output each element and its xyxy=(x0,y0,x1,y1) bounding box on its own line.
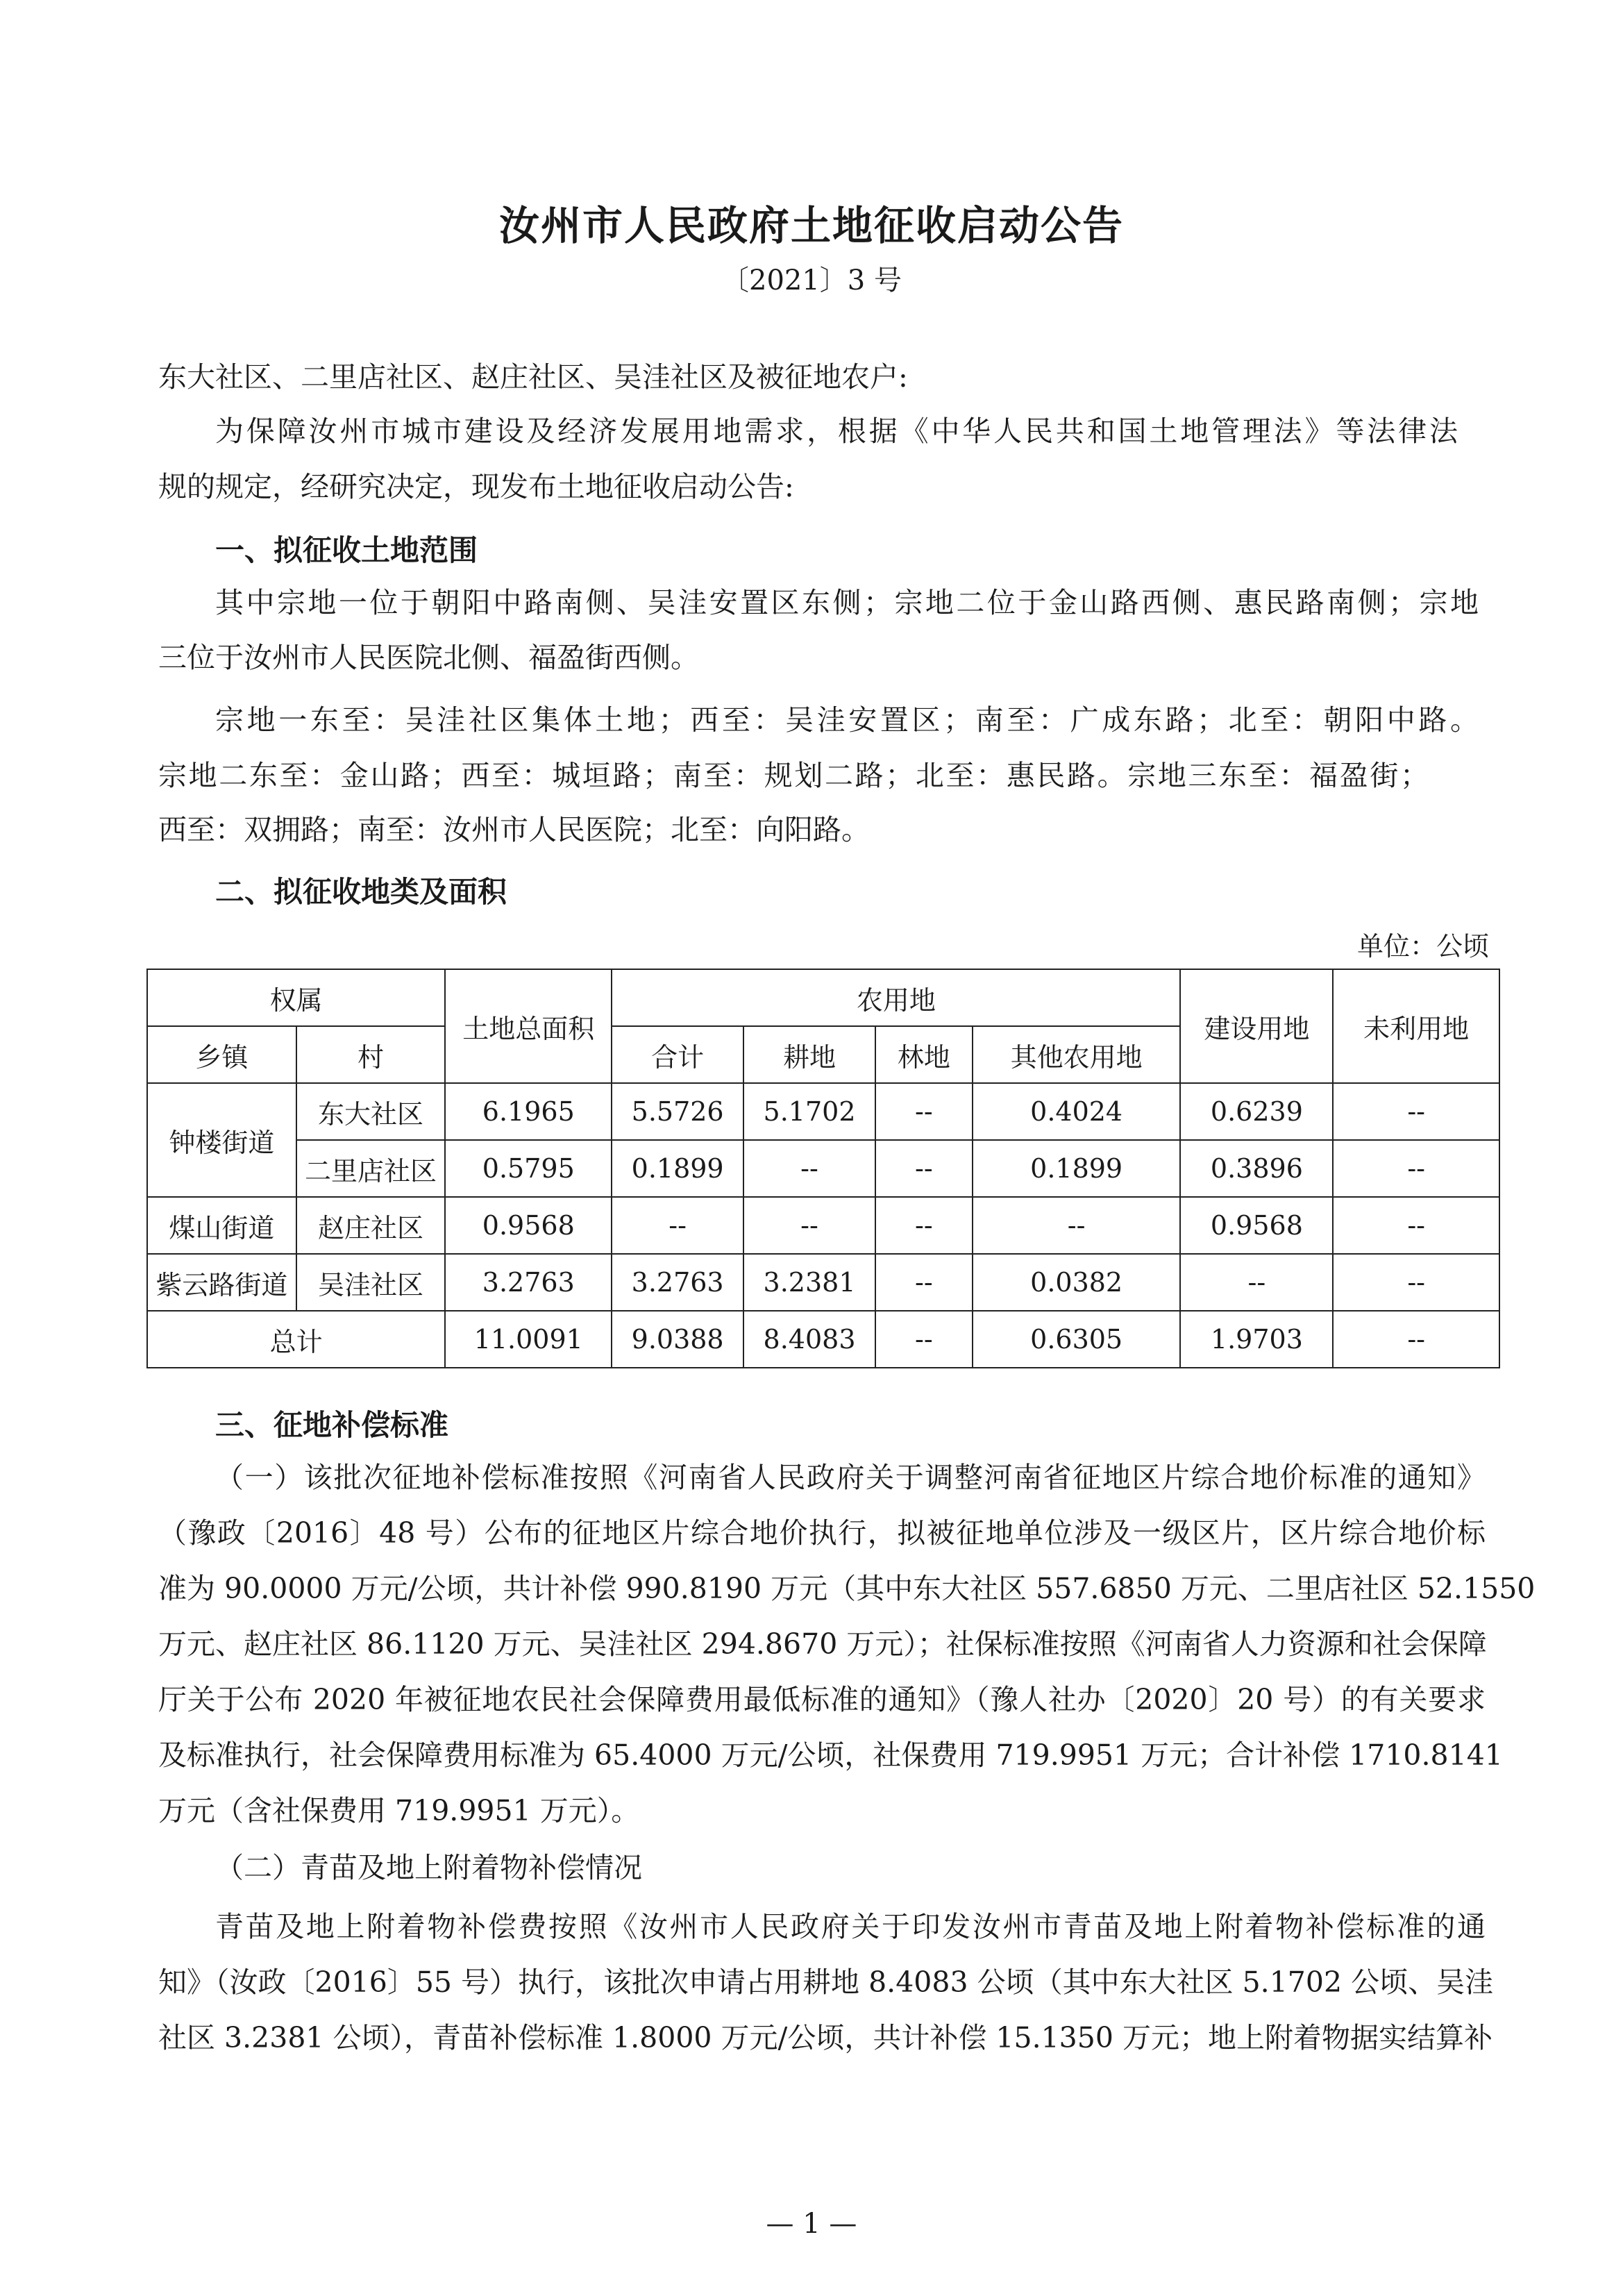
other-cell: 0.6305 xyxy=(973,1311,1181,1368)
cultivated-cell: 5.1702 xyxy=(743,1083,875,1140)
total-cell: 0.5795 xyxy=(445,1140,612,1197)
header-construction: 建设用地 xyxy=(1180,969,1333,1083)
forest-cell: -- xyxy=(875,1197,973,1254)
section3-sub2-heading: （二）青苗及地上附着物补偿情况 xyxy=(215,1851,642,1884)
village-cell: 赵庄社区 xyxy=(296,1197,446,1254)
other-cell: 0.0382 xyxy=(973,1254,1181,1311)
section3-sub1-line6: 及标准执行，社会保障费用标准为 65.4000 万元/公顷，社保费用 719.9951 万元；合计补偿 1710.8141 xyxy=(158,1738,1503,1772)
cultivated-cell: -- xyxy=(743,1140,875,1197)
section1-para2-line1: 宗地一东至：吴洼社区集体土地；西至：吴洼安置区；南至：广成东路；北至：朝阳中路。 xyxy=(215,703,1479,737)
cultivated-cell: 8.4083 xyxy=(743,1311,875,1368)
total-cell: 0.9568 xyxy=(445,1197,612,1254)
other-cell: 0.1899 xyxy=(973,1140,1181,1197)
addressee: 东大社区、二里店社区、赵庄社区、吴洼社区及被征地农户: xyxy=(158,360,908,394)
cultivated-cell: -- xyxy=(743,1197,875,1254)
table-total-row xyxy=(147,1311,1499,1368)
unused-cell: -- xyxy=(1333,1197,1499,1254)
header-ownership: 权属 xyxy=(147,969,445,1026)
construction-cell: 0.3896 xyxy=(1180,1140,1333,1197)
section1-heading: 一、拟征收土地范围 xyxy=(215,533,478,567)
section3-heading: 三、征地补偿标准 xyxy=(215,1408,449,1442)
header-cultivated: 耕地 xyxy=(743,1026,875,1083)
table-row xyxy=(147,1197,1499,1254)
total-cell: 3.2763 xyxy=(445,1254,612,1311)
forest-cell: -- xyxy=(875,1254,973,1311)
section1-para2-line2: 宗地二东至：金山路；西至：城垣路；南至：规划二路；北至：惠民路。宗地三东至：福盈街； xyxy=(158,759,1429,792)
header-township: 乡镇 xyxy=(147,1026,296,1083)
section3-sub1-line1: （一）该批次征地补偿标准按照《河南省人民政府关于调整河南省征地区片综合地价标准的通知》 xyxy=(215,1461,1486,1494)
subtotal-cell: 9.0388 xyxy=(612,1311,743,1368)
intro-line-1: 为保障汝州市城市建设及经济发展用地需求，根据《中华人民共和国土地管理法》等法律法 xyxy=(215,414,1458,448)
section1-para1-line2: 三位于汝州市人民医院北侧、福盈街西侧。 xyxy=(158,641,699,674)
township-cell: 钟楼街道 xyxy=(147,1083,296,1197)
header-forest: 林地 xyxy=(875,1026,973,1083)
land-area-table xyxy=(146,969,1500,1368)
other-cell: -- xyxy=(973,1197,1181,1254)
other-cell: 0.4024 xyxy=(973,1083,1181,1140)
unused-cell: -- xyxy=(1333,1140,1499,1197)
section3-sub1-line3: 准为 90.0000 万元/公顷，共计补偿 990.8190 万元（其中东大社区 557.6850 万元、二里店社区 52.1550 xyxy=(158,1572,1536,1605)
total-cell: 11.0091 xyxy=(445,1311,612,1368)
unused-cell: -- xyxy=(1333,1254,1499,1311)
construction-cell: -- xyxy=(1180,1254,1333,1311)
village-cell: 二里店社区 xyxy=(296,1140,446,1197)
subtotal-cell: 5.5726 xyxy=(612,1083,743,1140)
village-cell: 吴洼社区 xyxy=(296,1254,446,1311)
section3-sub2-line3: 社区 3.2381 公顷），青苗补偿标准 1.8000 万元/公顷，共计补偿 15.1350 万元；地上附着物据实结算补 xyxy=(158,2021,1492,2054)
construction-cell: 0.9568 xyxy=(1180,1197,1333,1254)
header-unused: 未利用地 xyxy=(1333,969,1499,1083)
forest-cell: -- xyxy=(875,1140,973,1197)
township-cell: 紫云路街道 xyxy=(147,1254,296,1311)
forest-cell: -- xyxy=(875,1311,973,1368)
section1-para2-line3: 西至：双拥路；南至：汝州市人民医院；北至：向阳路。 xyxy=(158,813,870,846)
section3-sub1-line5: 厅关于公布 2020 年被征地农民社会保障费用最低标准的通知》（豫人社办〔2020〕20 号）的有关要求 xyxy=(158,1683,1486,1716)
village-cell: 东大社区 xyxy=(296,1083,446,1140)
header-village: 村 xyxy=(296,1026,446,1083)
section3-sub2-line2: 知》（汝政〔2016〕55 号）执行，该批次申请占用耕地 8.4083 公顷（其中东大社区 5.1702 公顷、吴洼 xyxy=(158,1966,1494,1999)
section3-sub1-line7: 万元（含社保费用 719.9951 万元）。 xyxy=(158,1794,640,1827)
document-title: 汝州市人民政府土地征收启动公告 xyxy=(498,202,1124,249)
header-other-agri: 其他农用地 xyxy=(973,1026,1181,1083)
document-number: 〔2021〕3 号 xyxy=(721,265,902,296)
header-total-area: 土地总面积 xyxy=(445,969,612,1083)
section1-para1-line1: 其中宗地一位于朝阳中路南侧、吴洼安置区东侧；宗地二位于金山路西侧、惠民路南侧；宗地 xyxy=(215,586,1479,619)
township-cell: 煤山街道 xyxy=(147,1197,296,1254)
total-label-cell: 总计 xyxy=(147,1311,445,1368)
unused-cell: -- xyxy=(1333,1083,1499,1140)
header-subtotal: 合计 xyxy=(612,1026,743,1083)
subtotal-cell: 0.1899 xyxy=(612,1140,743,1197)
page-number: — 1 — xyxy=(766,2208,857,2240)
construction-cell: 0.6239 xyxy=(1180,1083,1333,1140)
subtotal-cell: -- xyxy=(612,1197,743,1254)
section3-sub1-line2: （豫政〔2016〕48 号）公布的征地区片综合地价执行，拟被征地单位涉及一级区片，区片综合地价标 xyxy=(158,1516,1486,1550)
cultivated-cell: 3.2381 xyxy=(743,1254,875,1311)
table-row xyxy=(147,1083,1499,1140)
table-row xyxy=(147,1254,1499,1311)
unit-label: 单位：公顷 xyxy=(1357,931,1490,962)
header-agricultural: 农用地 xyxy=(612,969,1180,1026)
total-cell: 6.1965 xyxy=(445,1083,612,1140)
construction-cell: 1.9703 xyxy=(1180,1311,1333,1368)
intro-line-2: 规的规定，经研究决定，现发布土地征收启动公告: xyxy=(158,470,794,503)
unused-cell: -- xyxy=(1333,1311,1499,1368)
table-header-row xyxy=(147,969,1499,1026)
section3-sub1-line4: 万元、赵庄社区 86.1120 万元、吴洼社区 294.8670 万元）；社保标准按照《河南省人力资源和社会保障 xyxy=(158,1627,1487,1661)
section3-sub2-line1: 青苗及地上附着物补偿费按照《汝州市人民政府关于印发汝州市青苗及地上附着物补偿标准的通 xyxy=(215,1910,1486,1943)
subtotal-cell: 3.2763 xyxy=(612,1254,743,1311)
section2-heading: 二、拟征收地类及面积 xyxy=(215,875,507,909)
table-row xyxy=(147,1140,1499,1197)
forest-cell: -- xyxy=(875,1083,973,1140)
